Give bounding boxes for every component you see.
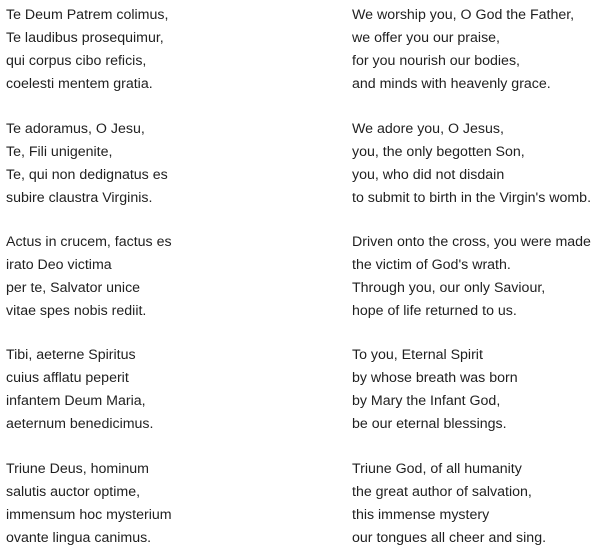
- english-stanza-1: [352, 4, 574, 96]
- english-line: Driven onto the cross, you were made: [352, 234, 591, 250]
- latin-line: Tibi, aeterne Spiritus: [6, 347, 136, 363]
- english-line: you, who did not disdain: [352, 167, 505, 183]
- english-stanza-3: [352, 231, 591, 323]
- english-stanza-2: [352, 118, 591, 210]
- latin-line: Actus in crucem, factus es: [6, 234, 172, 250]
- english-line: you, the only begotten Son,: [352, 144, 525, 160]
- english-line: this immense mystery: [352, 507, 490, 523]
- latin-line: Te, Fili unigenite,: [6, 144, 113, 160]
- english-line: We worship you, O God the Father,: [352, 7, 575, 23]
- latin-line: infantem Deum Maria,: [6, 393, 146, 409]
- english-line: the victim of God's wrath.: [352, 257, 511, 273]
- english-line: by Mary the Infant God,: [352, 393, 501, 409]
- english-line: we offer you our praise,: [352, 30, 500, 46]
- latin-line: coelesti mentem gratia.: [6, 76, 153, 92]
- english-line: We adore you, O Jesus,: [352, 121, 504, 137]
- english-line: To you, Eternal Spirit: [352, 347, 483, 363]
- latin-line: salutis auctor optime,: [6, 484, 141, 500]
- english-line: the great author of salvation,: [352, 484, 532, 500]
- latin-line: qui corpus cibo reficis,: [6, 53, 147, 69]
- latin-line: Triune Deus, hominum: [6, 461, 149, 477]
- latin-line: cuius afflatu peperit: [6, 370, 129, 386]
- english-stanza-5: [352, 458, 546, 550]
- latin-line: Te, qui non dedignatus es: [6, 167, 168, 183]
- english-line: to submit to birth in the Virgin's womb.: [352, 190, 592, 206]
- latin-stanza-3: [6, 231, 172, 323]
- latin-line: per te, Salvator unice: [6, 280, 141, 296]
- english-line: and minds with heavenly grace.: [352, 76, 551, 92]
- latin-line: ovante lingua canimus.: [6, 530, 152, 546]
- latin-line: Te adoramus, O Jesu,: [6, 121, 145, 137]
- latin-stanza-4: [6, 344, 153, 436]
- latin-line: aeternum benedicimus.: [6, 416, 154, 432]
- latin-stanza-2: [6, 118, 168, 210]
- english-line: for you nourish our bodies,: [352, 53, 520, 69]
- latin-line: immensum hoc mysterium: [6, 507, 172, 523]
- latin-line: vitae spes nobis rediit.: [6, 303, 147, 319]
- latin-stanza-1: [6, 4, 168, 96]
- english-line: Triune God, of all humanity: [352, 461, 522, 477]
- latin-line: Te Deum Patrem colimus,: [6, 7, 169, 23]
- english-line: by whose breath was born: [352, 370, 518, 386]
- english-line: be our eternal blessings.: [352, 416, 507, 432]
- english-line: hope of life returned to us.: [352, 303, 517, 319]
- english-line: Through you, our only Saviour,: [352, 280, 546, 296]
- latin-stanza-5: [6, 458, 172, 550]
- latin-line: subire claustra Virginis.: [6, 190, 153, 206]
- latin-line: irato Deo victima: [6, 257, 112, 273]
- english-stanza-4: [352, 344, 518, 436]
- english-line: our tongues all cheer and sing.: [352, 530, 547, 546]
- latin-line: Te laudibus prosequimur,: [6, 30, 164, 46]
